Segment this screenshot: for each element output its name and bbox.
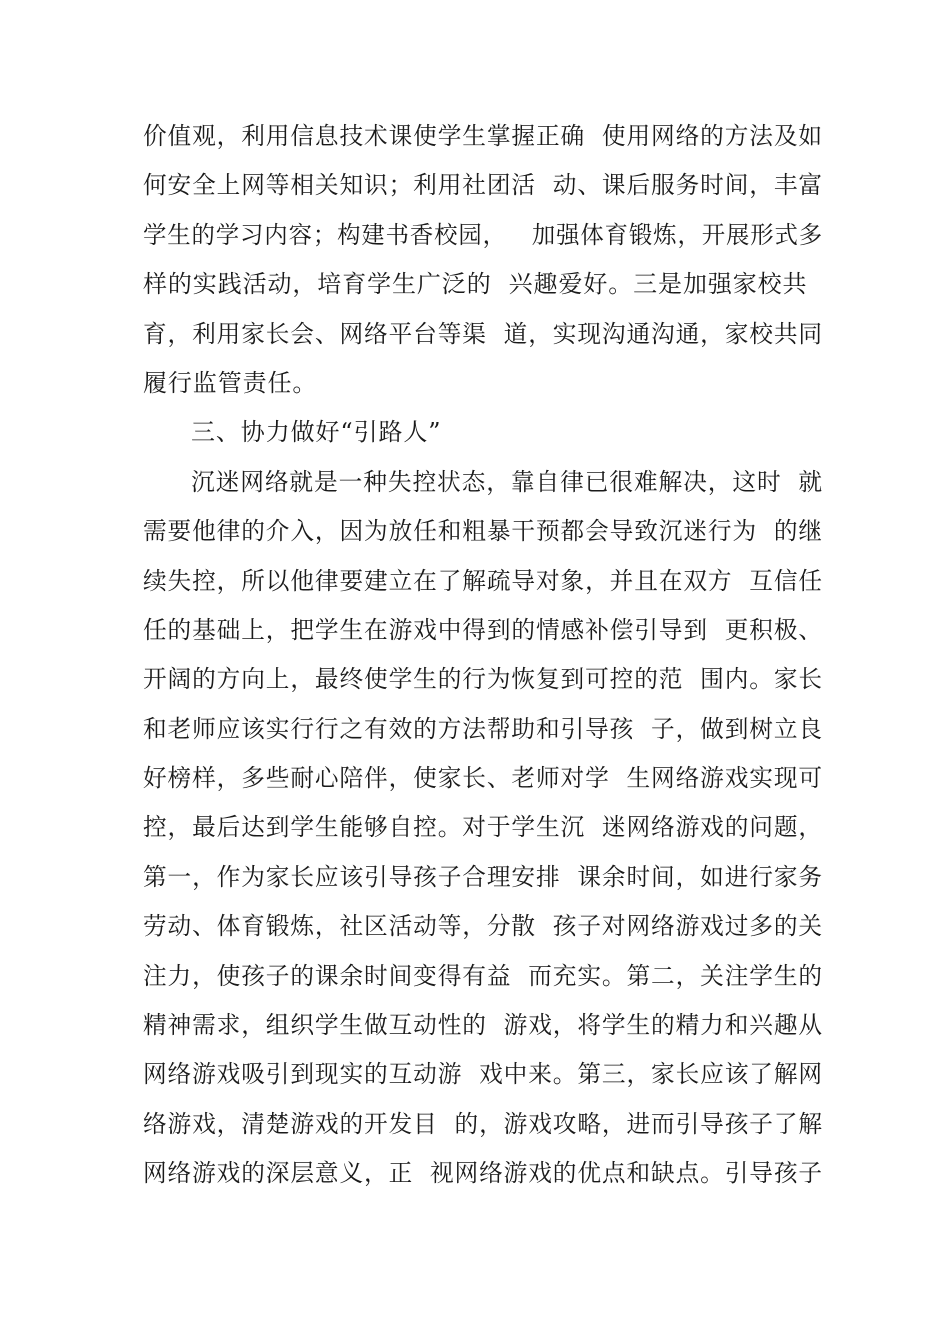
- text-line: 注力，使孩子的课余时间变得有益 而充实。第二，关注学生的: [143, 961, 823, 990]
- text-line: 任的基础上，把学生在游戏中得到的情感补偿引导到 更积极、: [143, 615, 823, 644]
- text-line: 好榜样，多些耐心陪伴，使家长、老师对学 生网络游戏实现可: [143, 764, 823, 793]
- body-text: [143, 112, 823, 1199]
- text-line: 学生的学习内容；构建书香校园， 加强体育锻炼，开展形式多: [143, 220, 824, 249]
- text-line: 第一，作为家长应该引导孩子合理安排 课余时间，如进行家务: [143, 862, 823, 891]
- text-line: 网络游戏吸引到现实的互动游 戏中来。第三，家长应该了解网: [143, 1060, 823, 1089]
- text-line: 开阔的方向上，最终使学生的行为恢复到可控的范 围内。家长: [143, 665, 823, 694]
- text-line: 网络游戏的深层意义，正 视网络游戏的优点和缺点。引导孩子: [143, 1159, 823, 1188]
- text-line: 续失控，所以他律要建立在了解疏导对象，并且在双方 互信任: [143, 566, 823, 595]
- text-line: 络游戏，清楚游戏的开发目 的，游戏攻略，进而引导孩子了解: [143, 1109, 823, 1138]
- text-line: 需要他律的介入，因为放任和粗暴干预都会导致沉迷行为 的继: [143, 517, 823, 546]
- text-line: 控，最后达到学生能够自控。对于学生沉 迷网络游戏的问题，: [143, 813, 823, 842]
- text-line: 样的实践活动，培育学生广泛的 兴趣爱好。三是加强家校共: [143, 270, 808, 299]
- text-line: 沉迷网络就是一种失控状态，靠自律已很难解决，这时 就: [191, 467, 824, 496]
- text-line: 履行监管责任。: [143, 368, 318, 397]
- section-heading: 三、协力做好“引路人”: [191, 418, 442, 447]
- text-line: 和老师应该实行行之有效的方法帮助和引导孩 子，做到树立良: [143, 714, 823, 743]
- text-line: 何安全上网等相关知识；利用社团活 动、课后服务时间，丰富: [143, 171, 823, 200]
- text-line: 育，利用家长会、网络平台等渠 道，实现沟通沟通，家校共同: [143, 319, 823, 348]
- text-line: 价值观，利用信息技术课使学生掌握正确 使用网络的方法及如: [143, 122, 823, 150]
- text-line: 劳动、体育锻炼，社区活动等，分散 孩子对网络游戏过多的关: [143, 912, 823, 941]
- text-line: 精神需求，组织学生做互动性的 游戏，将学生的精力和兴趣从: [143, 1011, 823, 1040]
